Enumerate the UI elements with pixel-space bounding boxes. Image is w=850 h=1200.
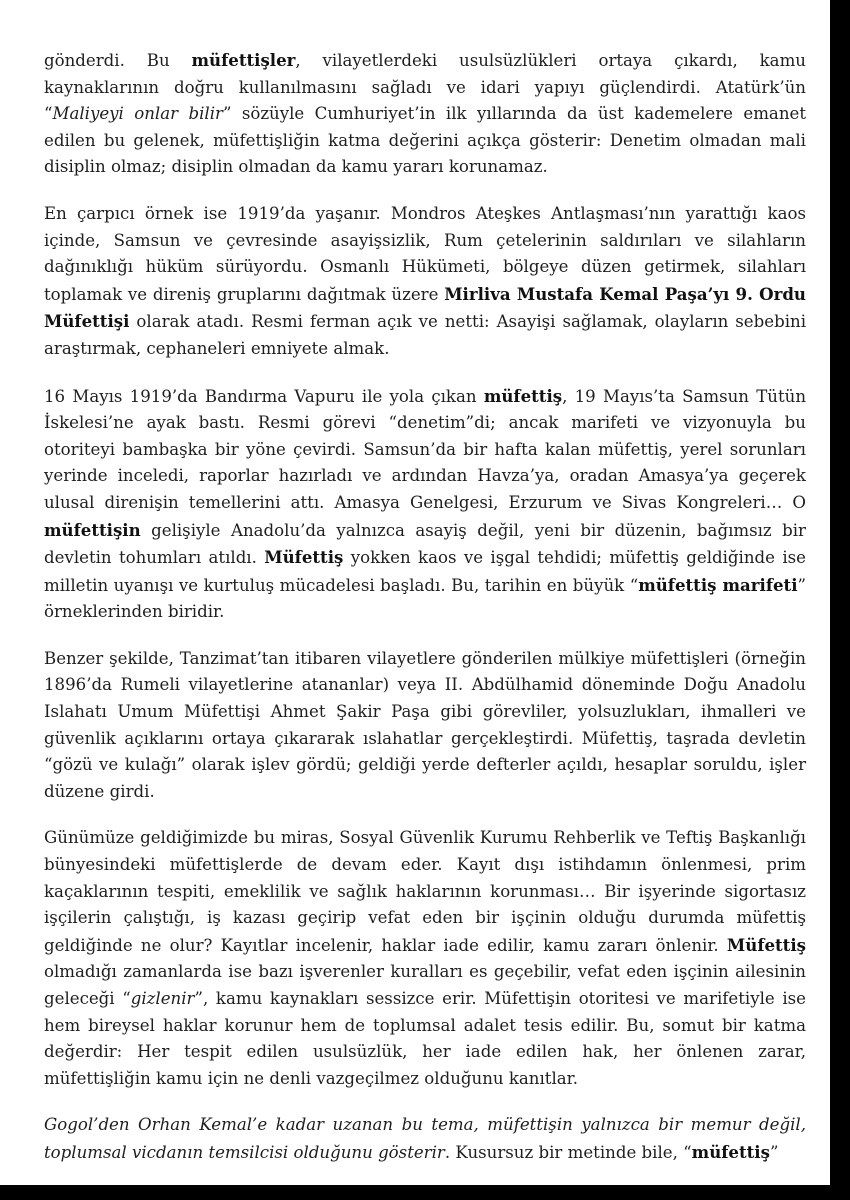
italic-quote: Maliyeyi onlar bilir [52,104,223,124]
document-body [44,47,806,1185]
bold-text: müfettişler [191,50,296,70]
text-segment: En çarpıcı örnek ise 1919’da yaşanır. Mondros Ateşkes Antlaşması’nın yarattığı kaos içinde, Samsun ve çevresinde asayişsizlik, Rum çetelerinin saldırıları ve silahların dağınıklığı hüküm sürüyordu. Osmanlı Hükümeti, bölgeye düzen getirmek, silahları toplamak ve direniş gruplarını dağıtmak üzere [44,203,806,304]
paragraph-1 [44,47,806,181]
text-segment: Günümüze geldiğimizde bu miras, Sosyal Güvenlik Kurumu Rehberlik ve Teftiş Başkanlığı bünyesindeki müfettişlerde de devam eder. Kayıt dışı istihdamın önlenmesi, prim kaçaklarının tespiti, emeklilik ve sağlık haklarının korunması… Bir işyerinde sigortasız işçilerin çalıştığı, iş kazası geçirip vefat eden bir işçinin olduğu durumda müfettiş geldiğinde ne olur? Kayıtlar incelenir, haklar iade edilir, kamu zararı önlenir. [44,828,806,955]
text-segment: ” [769,1142,779,1162]
text-segment: ”, kamu kaynakları sessizce erir. Müfettişin otoritesi ve marifetiyle ise hem bireysel haklar korunur hem de toplumsal adalet tesis edilir. Bu, somut bir katma değerdir: Her tespit edilen usulsüzlük, her iade edilen hak, her önlenen zarar, müfettişliğin kamu için ne denli vazgeçilmez olduğunu kanıtlar. [44,989,806,1088]
text-segment: , 19 Mayıs’ta Samsun Tütün İskelesi’ne ayak bastı. Resmi görevi “denetim”di; ancak marifeti ve vizyonuyla bu otoriteyi bambaşka bir yöne çevirdi. Samsun’da bir hafta kalan müfettiş, yerel sorunları yerinde inceledi, raporlar hazırladı ve ardından Havza’ya, oradan Amasya’ya geçerek ulusal direnişin temellerini attı. Amasya Genelgesi, Erzurum ve Sivas Kongreleri… O [44,386,806,512]
bold-text: Mirliva Mustafa Kemal Paşa’yı 9. Ordu Müfettişi [44,283,806,332]
paragraph-5 [44,825,806,1092]
paragraph-6 [44,1112,806,1166]
text-segment: yokken kaos ve işgal tehdidi; müfettiş geldiğinde ise milletin uyanışı ve kurtuluş mücadelesi başladı. Bu, tarihin en büyük “ [44,548,806,595]
italic-quote: gizlenir [130,989,195,1008]
bold-text: Müfettiş [726,934,806,955]
bold-text: Müfettiş [264,547,344,568]
text-segment: olmadığı zamanlarda ise bazı işverenler kuralları es geçebilir, vefat eden işçinin ailesinin geleceği “ [44,962,806,1008]
bold-text: müfettiş [483,385,563,406]
bold-text: müfettişin [44,519,141,540]
text-segment: olarak atadı. Resmi ferman açık ve netti: Asayişi sağlamak, olayların sebebini araştırmak, cephaneleri emniyete almak. [44,312,806,358]
paragraph-3 [44,383,806,626]
bold-text: müfettiş [691,1141,770,1162]
text-segment: ” örneklerinden biridir. [44,575,806,622]
italic-text: Gogol’den Orhan Kemal’e kadar uzanan bu tema, müfettişin yalnızca bir memur değil, toplumsal vicdanın temsilcisi olduğunu gösterir [44,1115,806,1162]
text-segment: , vilayetlerdeki usulsüzlükleri ortaya çıkardı, kamu kaynaklarının doğru kullanılmasını sağladı ve idari yapıyı güçlendirdi. Atatürk’ün “ [44,51,806,124]
text-segment: ” sözüyle Cumhuriyet’in ilk yıllarında da üst kademelere emanet edilen bu gelenek, müfettişliğin katma değerini açıkça gösterir: Denetim olmadan mali disiplin olmaz; disiplin olmadan da kamu yararı korunamaz. [44,104,806,177]
paragraph-4 [44,646,806,806]
text-segment: Benzer şekilde, Tanzimat’tan itibaren vilayetlere gönderilen mülkiye müfettişleri (örneğin 1896’da Rumeli vilayetlerine atananlar) veya II. Abdülhamid döneminde Doğu Anadolu Islahatı Umum Müfettişi Ahmet Şakir Paşa gibi görevliler, yolsuzlukları, ihmalleri ve güvenlik açıklarını ortaya çıkararak ıslahatlar gerçekleştirdi. Müfettiş, taşrada devletin “gözü ve kulağı” olarak işlev gördü; geldiği yerde defterler açıldı, hesaplar soruldu, işler düzene girdi. [44,648,806,801]
paragraph-2 [44,201,806,363]
bold-text: müfettiş marifeti [638,574,798,595]
text-segment: gönderdi. Bu [44,51,192,70]
text-segment: gelişiyle Anadolu’da yalnızca asayiş değil, yeni bir düzenin, bağımsız bir devletin tohumları atıldı. [44,520,806,568]
text-segment: 16 Mayıs 1919’da Bandırma Vapuru ile yola çıkan [44,386,484,406]
text-segment: . Kusursuz bir metinde bile, “ [444,1142,692,1162]
